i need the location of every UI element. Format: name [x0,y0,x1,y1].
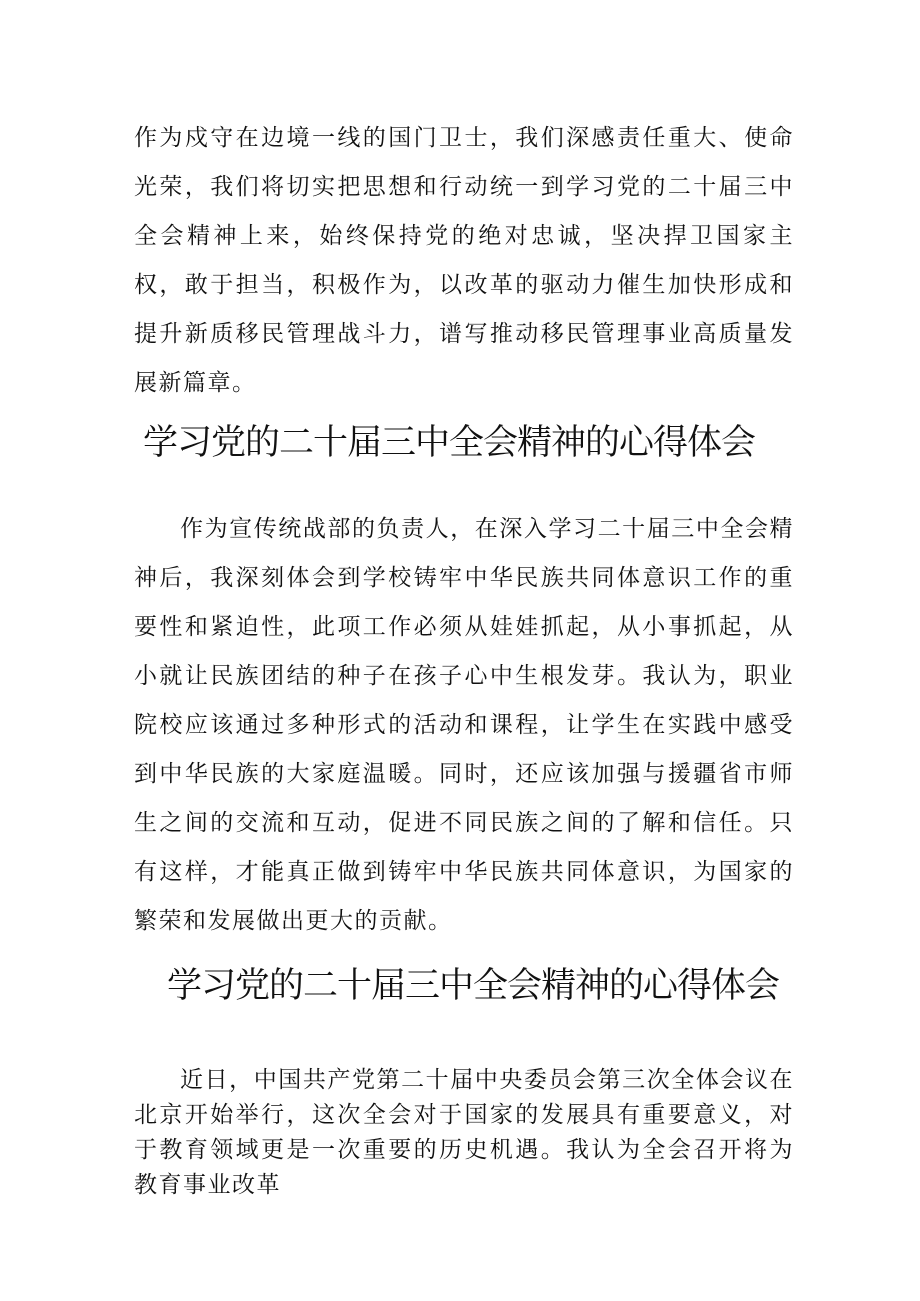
paragraph-2-text: 作为宣传统战部的负责人，在深入学习二十届三中全会精神后，我深刻体会到学校铸牢中华民族共同体意识工作的重要性和紧迫性，此项工作必须从娃娃抓起，从小事抓起，从小就让民族团结的种子在孩子心中生根发芽。我认为，职业院校应该通过多种形式的活动和课程，让学生在实践中感受到中华民族的大家庭温暖。同时，还应该加强与援疆省市师生之间的交流和互动，促进不同民族之间的了解和信任。只有这样，才能真正做到铸牢中华民族共同体意识，为国家的繁荣和发展做出更大的贡献。 [134,516,794,934]
section-heading-2: 学习党的二十届三中全会精神的心得体会 [167,966,780,1006]
paragraph-2 [134,505,794,946]
paragraph-1-continued [134,114,794,408]
paragraph-1-text: 作为戍守在边境一线的国门卫士，我们深感责任重大、使命光荣，我们将切实把思想和行动统一到学习党的二十届三中全会精神上来，始终保持党的绝对忠诚，坚决捍卫国家主权，敢于担当，积极作为，以改革的驱动力催生加快形成和提升新质移民管理战斗力，谱写推动移民管理事业高质量发展新篇章。 [134,125,794,396]
paragraph-3 [134,1063,794,1203]
paragraph-3-text: 近日，中国共产党第二十届中央委员会第三次全体会议在北京开始举行，这次全会对于国家的发展具有重要意义，对于教育领域更是一次重要的历史机遇。我认为全会召开将为教育事业改革 [134,1067,794,1198]
section-heading-1: 学习党的二十届三中全会精神的心得体会 [143,423,756,463]
